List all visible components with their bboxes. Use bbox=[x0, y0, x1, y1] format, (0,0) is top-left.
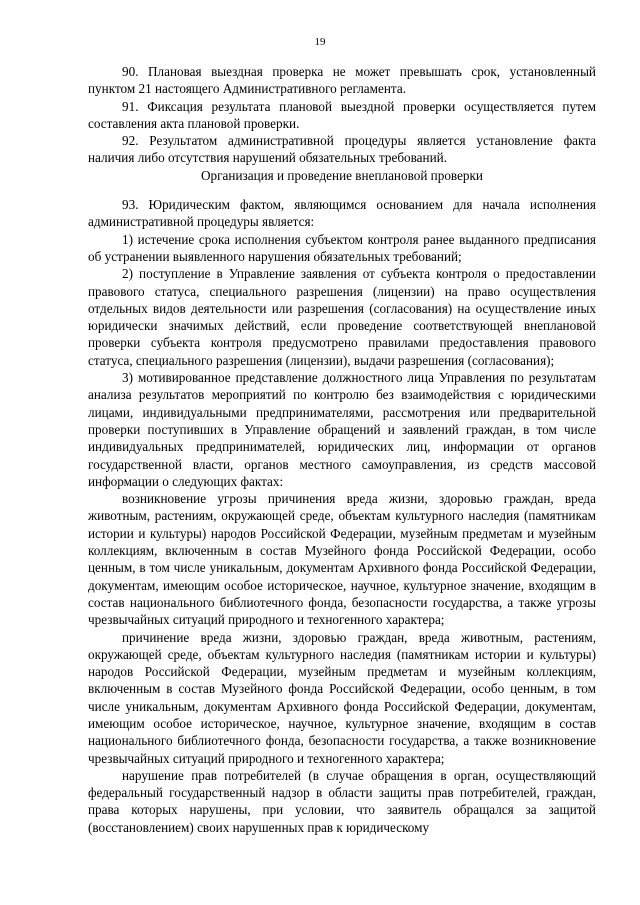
list-item-3: 3) мотивированное представление должностного лица Управления по результатам анализа результатов мероприятий по контролю без взаимодействия с юридическими лицами, индивидуальными предпринимателями, рассмотрения или предварительной проверки поступивших в Управление обращений и заявлений граждан, в том числе индивидуальных предпринимателей, юридических лиц, информации от органов государственной власти, органов местного самоуправления, из средств массовой информации о следующих фактах: bbox=[88, 370, 596, 489]
paragraph-90: 90. Плановая выездная проверка не может превышать срок, установленный пунктом 21 настоящего Административного регламента. bbox=[88, 64, 596, 97]
list-item-1: 1) истечение срока исполнения субъектом контроля ранее выданного предписания об устранении выявленного нарушения обязательных требований; bbox=[88, 231, 596, 264]
paragraph-92: 92. Результатом административной процедуры является установление факта наличия либо отсутствия нарушений обязательных требований. bbox=[88, 133, 596, 166]
page-number: 19 bbox=[314, 36, 326, 48]
paragraph-91: 91. Фиксация результата плановой выездной проверки осуществляется путем составления акта плановой проверки. bbox=[88, 98, 596, 131]
section-heading: Организация и проведение внеплановой проверки bbox=[201, 167, 483, 183]
paragraph-93: 93. Юридическим фактом, являющимся основанием для начала исполнения административной процедуры является: bbox=[88, 197, 596, 230]
fact-harm: причинение вреда жизни, здоровью граждан, вреда животным, растениям, окружающей среде, объектам культурного наследия (памятникам истории и культуры) народов Российской Федерации, музейным предметам и музейным коллекциям, включенным в состав Музейного фонда Российской Федерации, особо ценным, в том числе уникальным, документам Архивного фонда Российской Федерации, документам, имеющим особое историческое, научное, культурное значение, входящим в состав национального библиотечного фонда, безопасности государства, а также возникновение чрезвычайных ситуаций природного и техногенного характера; bbox=[88, 629, 596, 766]
document-body bbox=[88, 63, 596, 836]
fact-threat: возникновение угрозы причинения вреда жизни, здоровью граждан, вреда животным, растениям, окружающей среде, объектам культурного наследия (памятникам истории и культуры) народов Российской Федерации, музейным предметам и музейным коллекциям, включенным в состав Музейного фонда Российской Федерации, особо ценным, в том числе уникальным, документам Архивного фонда Российской Федерации, документам, имеющим особое историческое, научное, культурное значение, входящим в состав национального библиотечного фонда, безопасности государства, а также угрозы чрезвычайных ситуаций природного и техногенного характера; bbox=[88, 491, 596, 628]
fact-consumer-rights: нарушение прав потребителей (в случае обращения в орган, осуществляющий федеральный государственный надзор в области защиты прав потребителей, граждан, права которых нарушены, при условии, что заявитель обращался за защитой (восстановлением) своих нарушенных прав к юридическому bbox=[88, 767, 596, 835]
list-item-2: 2) поступление в Управление заявления от субъекта контроля о предоставлении правового статуса, специального разрешения (лицензии) на право осуществления отдельных видов деятельности или разрешения (согласования) на осуществление иных юридически значимых действий, если проведение соответствующей внеплановой проверки субъекта контроля предусмотрено правилами предоставления правового статуса, специального разрешения (лицензии), выдачи разрешения (согласования); bbox=[88, 266, 596, 368]
